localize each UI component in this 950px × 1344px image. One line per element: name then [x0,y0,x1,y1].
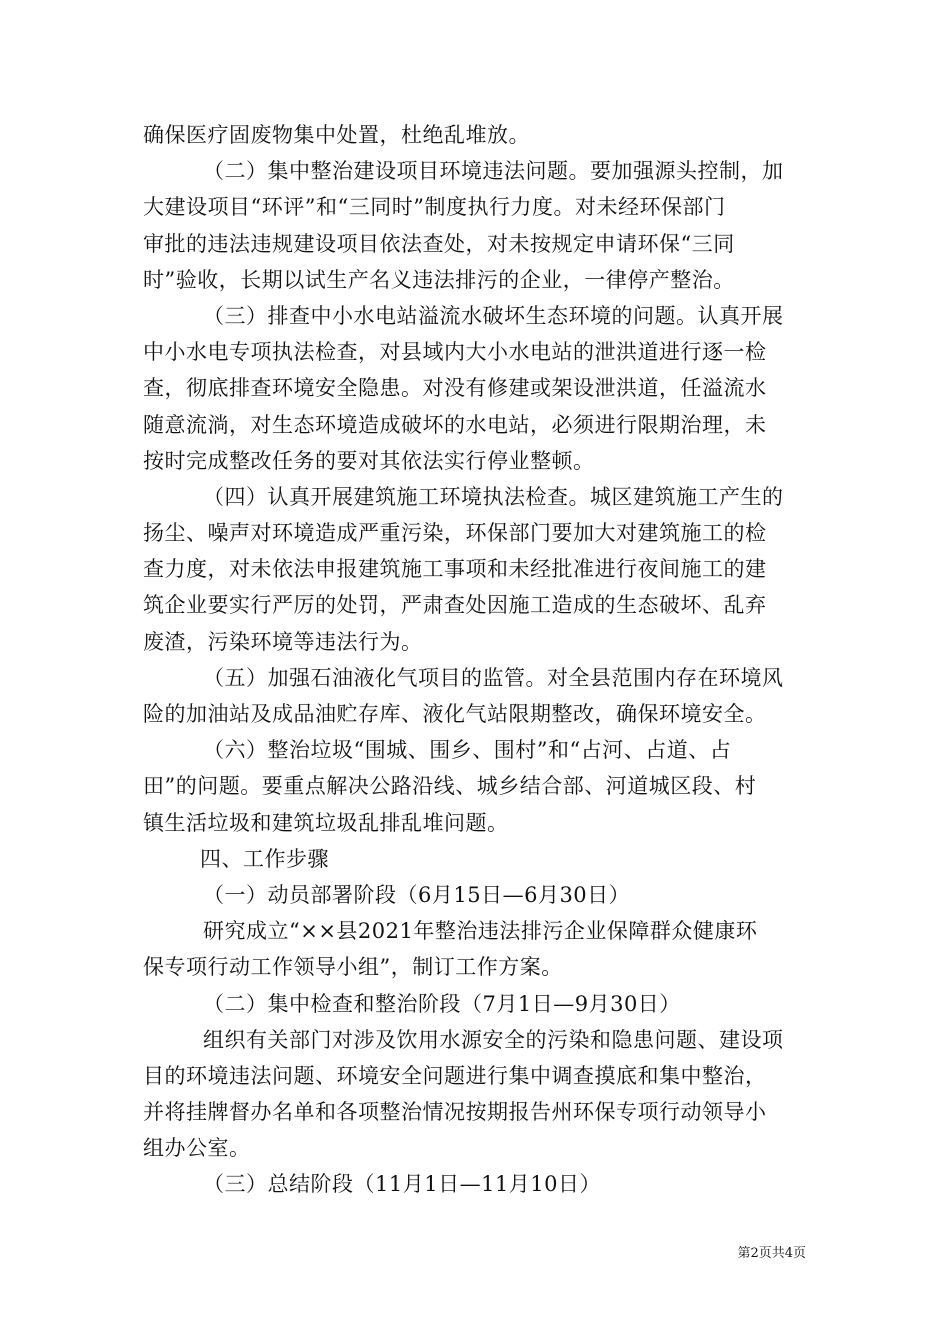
paragraph-line: 中小水电专项执法检查，对县域内大小水电站的泄洪道进行逐一检 [143,340,767,365]
paragraph-line: 保专项行动工作领导小组”，制订工作方案。 [143,955,563,980]
paragraph-line: 查，彻底排查环境安全隐患。对没有修建或架设泄洪道，任溢流水 [143,376,767,401]
paragraph-line: 废渣，污染环境等违法行为。 [143,629,423,654]
paragraph-line: 随意流淌，对生态环境造成破坏的水电站，必须进行限期治理，未 [143,412,767,437]
paragraph-line: 查力度，对未依法申报建筑施工事项和未经批准进行夜间施工的建 [143,557,767,582]
paragraph-line: 险的加油站及成品油贮存库、液化气站限期整改，确保环境安全。 [143,702,767,726]
paragraph-line: 确保医疗固废物集中处置，杜绝乱堆放。 [143,123,530,147]
paragraph-line: 审批的违法违规建设项目依法查处，对未按规定申请环保“三同 [143,231,735,256]
paragraph-line: 按时完成整改任务的要对其依法实行停业整顿。 [143,448,595,473]
paragraph-line: （五）加强石油液化气项目的监管。对全县范围内存在环境风 [203,665,784,690]
paragraph-line: （三）排查中小水电站溢流水破坏生态环境的问题。认真开展 [203,303,784,328]
paragraph-line: 目的环境违法问题、环境安全问题进行集中调查摸底和集中整治， [143,1063,767,1088]
paragraph-line: 研究成立“××县2021年整治违法排污企业保障群众健康环 [203,919,758,944]
paragraph-line: 组办公室。 [143,1136,251,1161]
paragraph-line: （六）整治垃圾“围城、围乡、围村”和“占河、占道、占 [203,738,732,763]
section-heading: 四、工作步骤 [200,846,329,871]
paragraph-line: 扬尘、噪声对环境造成严重污染，环保部门要加大对建筑施工的检 [143,521,767,546]
paragraph-line: 田”的问题。要重点解决公路沿线、城乡结合部、河道城区段、村 [143,774,757,799]
step-heading: （三）总结阶段（11月1日—11月10日） [203,1172,602,1197]
paragraph-line: （四）认真开展建筑施工环境执法检查。城区建筑施工产生的 [203,484,784,509]
paragraph-line: 时”验收，长期以试生产名义违法排污的企业，一律停产整治。 [143,267,735,292]
paragraph-line: 镇生活垃圾和建筑垃圾乱排乱堆问题。 [143,810,509,835]
paragraph-line: 并将挂牌督办名单和各项整治情况按期报告州环保专项行动领导小 [143,1100,767,1125]
paragraph-line: 组织有关部门对涉及饮用水源安全的污染和隐患问题、建设项 [203,1027,784,1052]
step-heading: （一）动员部署阶段（6月15日—6月30日） [203,882,631,907]
paragraph-line: （二）集中整治建设项目环境违法问题。要加强源头控制，加 [203,159,784,184]
paragraph-line: 大建设项目“环评”和“三同时”制度执行力度。对未经环保部门 [143,195,726,220]
document-body [143,117,843,1203]
paragraph-line: 筑企业要实行严厉的处罚，严肃查处因施工造成的生态破坏、乱弃 [143,593,767,618]
page-number: 第2页共4页 [737,1246,806,1261]
step-heading: （二）集中检查和整治阶段（7月1日—9月30日） [203,991,681,1016]
